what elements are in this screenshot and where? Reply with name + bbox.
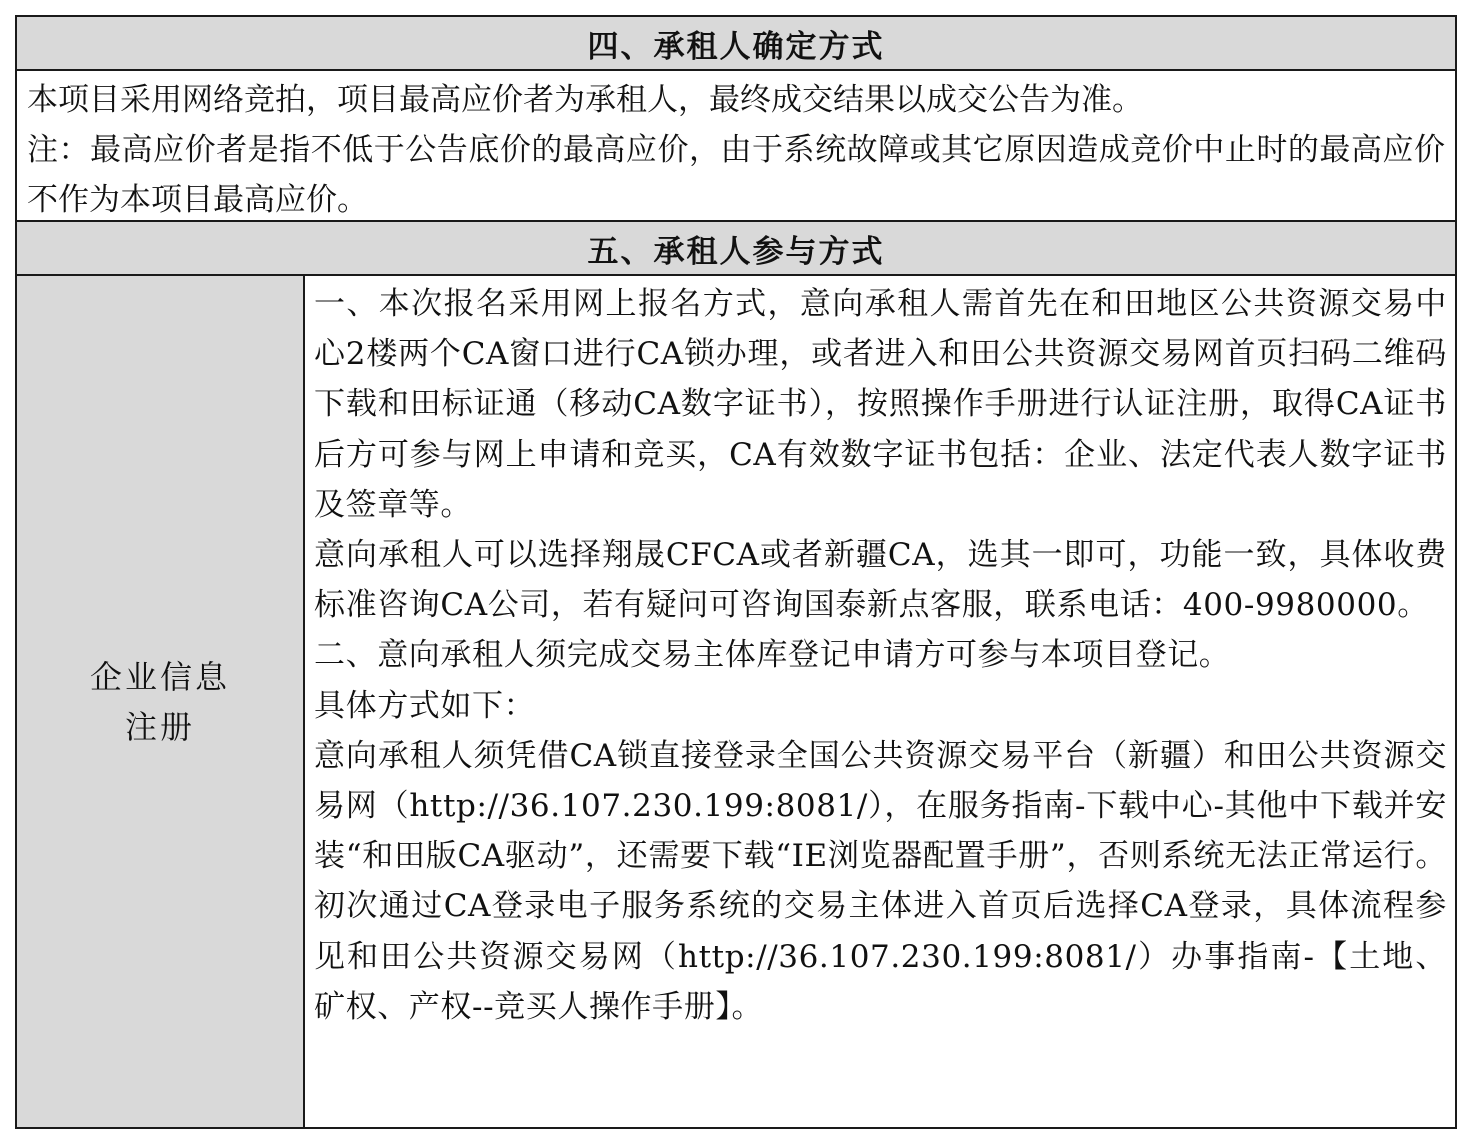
section-4-heading: 四、承租人确定方式 [17,17,1455,71]
row-label-cell [17,276,305,1127]
section-4-statement: 本项目采用网络竞拍，项目最高应价者为承租人，最终成交结果以成交公告为准。 [27,82,1143,118]
paragraph-ca-registration: 一、本次报名采用网上报名方式，意向承租人需首先在和田地区公共资源交易中心2楼两个CA窗口进行CA锁办理，或者进入和田公共资源交易网首页扫码二维码下载和田标证通（移动CA数字证书），按照操作手册进行认证注册，取得CA证书后方可参与网上申请和竞买，CA有效数字证书包括：企业、法定代表人数字证书及签章等。 [314,286,1447,523]
paragraph-ca-options: 意向承租人可以选择翔晟CFCA或者新疆CA，选其一即可，功能一致，具体收费标准咨询CA公司，若有疑问可咨询国泰新点客服，联系电话：400-9980000。 [314,537,1447,624]
section-4-note: 注：最高应价者是指不低于公告底价的最高应价，由于系统故障或其它原因造成竞价中止时的最高应价不作为本项目最高应价。 [27,132,1445,218]
document-table [15,15,1457,1129]
paragraph-method-details: 意向承租人须凭借CA锁直接登录全国公共资源交易平台（新疆）和田公共资源交易网（http://36.107.230.199:8081/），在服务指南-下载中心-其他中下载并安装“和田版CA驱动”，还需要下载“IE浏览器配置手册”，否则系统无法正常运行。初次通过CA登录电子服务系统的交易主体进入首页后选择CA登录，具体流程参见和田公共资源交易网（http://36.107.230.199:8081/）办事指南-【土地、矿权、产权--竞买人操作手册】。 [314,737,1447,1025]
paragraph-entity-registration: 二、意向承租人须完成交易主体库登记申请方可参与本项目登记。 [314,637,1231,674]
paragraph-method-intro: 具体方式如下： [314,687,536,724]
section-4-body [17,71,1455,222]
section-5-heading: 五、承租人参与方式 [17,222,1455,276]
row-content-cell [305,276,1455,1127]
row-label: 企业信息注册 [89,657,230,746]
